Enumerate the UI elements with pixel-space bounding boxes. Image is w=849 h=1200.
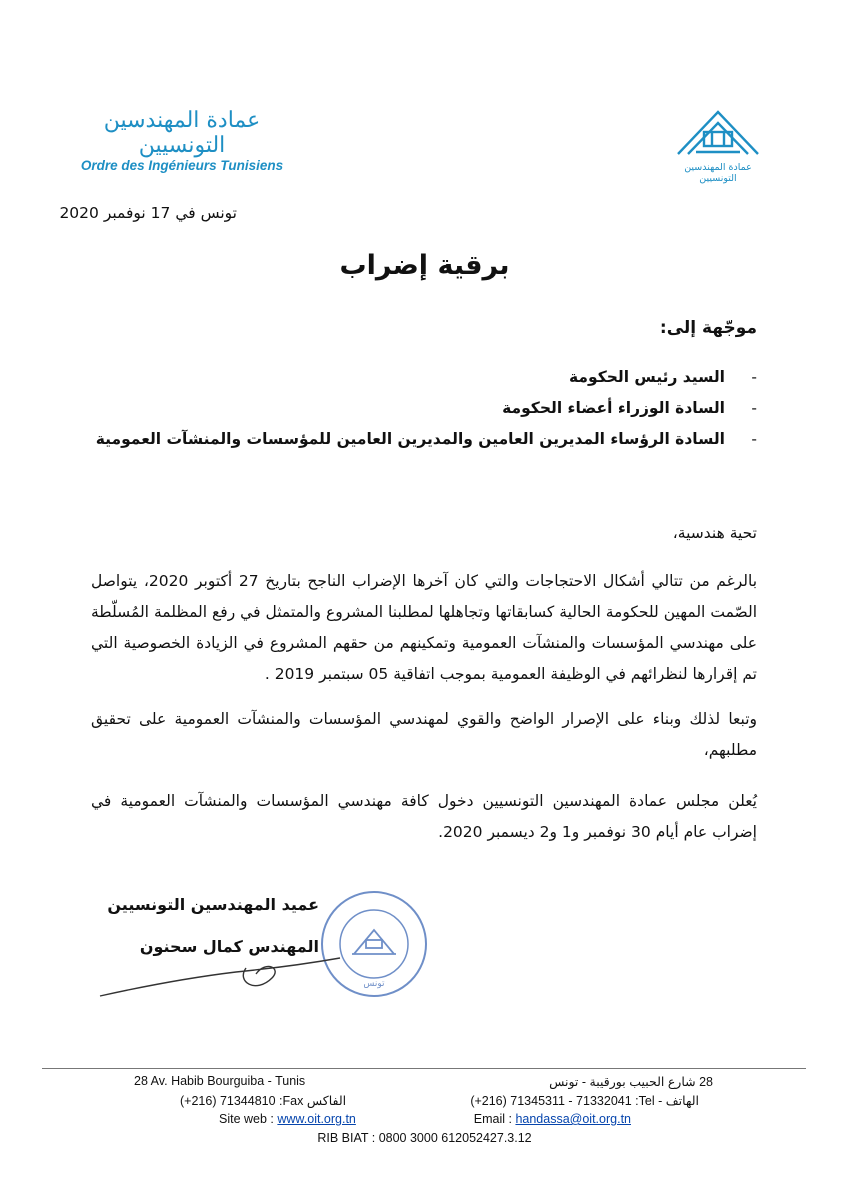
recipient-list xyxy=(77,362,757,455)
recipient-text: السيد رئيس الحكومة xyxy=(569,368,725,386)
emblem-caption: عمادة المهندسين التونسيين xyxy=(684,162,752,184)
letter-title: برقية إضراب xyxy=(339,250,510,281)
signature-title: عميد المهندسين التونسيين xyxy=(107,895,319,914)
addressed-to-label: موجّهة إلى: xyxy=(659,318,757,338)
list-item: - السادة الرؤساء المديرين العامين والمديرين العامين للمؤسسات والمنشآت العمومية xyxy=(95,430,757,448)
list-item: - السيد رئيس الحكومة xyxy=(569,368,757,386)
footer-email xyxy=(474,1112,631,1126)
body-paragraph: يُعلن مجلس عمادة المهندسين التونسيين دخول كافة مهندسي المؤسسات والمنشآت العمومية في إضراب عام أيام 30 نوفمبر و1 و2 ديسمبر 2020. xyxy=(91,792,757,841)
org-logo-text xyxy=(62,108,302,173)
org-emblem xyxy=(672,102,764,184)
footer-fax: (+216) 71344810 :Fax الفاكس xyxy=(180,1094,347,1108)
body-paragraph: بالرغم من تتالي أشكال الاحتجاجات والتي كان آخرها الإضراب الناجح بتاريخ 27 أكتوبر 2020، يتواصل الصّمت المهين للحكومة الحالية كسابقاتها وتجاهلها لمطلبنا المشروع والمتمثل في رفع المظلمة المُسلّطة على مهندسي المؤسسات والمنشآت العمومية وتمكينهم من حقهم المشروع في الزيادة الخصوصية التي تم إقرارها لنظرائهم في الوظيفة العمومية بموجب اتفاقية 05 سبتمبر 2019 . xyxy=(91,572,758,683)
footer-rib: RIB BIAT : 0800 3000 612052427.3.12 xyxy=(317,1131,532,1145)
footer-address-fr: 28 Av. Habib Bourguiba - Tunis xyxy=(134,1074,306,1088)
org-name-french: Ordre des Ingénieurs Tunisiens xyxy=(80,158,284,173)
stamp-city: تونس xyxy=(363,979,385,989)
list-item: - السادة الوزراء أعضاء الحكومة xyxy=(502,399,757,417)
footer-tel: (+216) 71345311 - 71332041 :Tel - الهاتف xyxy=(470,1094,699,1108)
greeting: تحية هندسية، xyxy=(672,524,757,542)
body-paragraph: وتبعا لذلك وبناء على الإصرار الواضح والقوي لمهندسي المؤسسات والمنشآت العمومية على تحقيق مطلبهم، xyxy=(91,710,757,759)
recipient-text: السادة الوزراء أعضاء الحكومة xyxy=(502,399,725,417)
handwritten-signature xyxy=(96,938,346,1018)
email-label: Email : xyxy=(473,1112,516,1126)
signature-name: المهندس كمال سحنون xyxy=(139,937,319,956)
footer-website xyxy=(219,1112,356,1126)
footer-divider xyxy=(42,1068,806,1069)
letter-date: تونس في 17 نوفمبر 2020 xyxy=(59,204,237,222)
email-link[interactable]: handassa@oit.org.tn xyxy=(515,1112,631,1126)
recipient-text: السادة الرؤساء المديرين العامين والمديرين العامين للمؤسسات والمنشآت العمومية xyxy=(95,430,725,448)
website-label: Site web : xyxy=(219,1112,278,1126)
emblem-icon xyxy=(672,102,764,160)
website-link[interactable]: www.oit.org.tn xyxy=(277,1112,356,1126)
footer-address-ar: 28 شارع الحبيب بورقيبة - تونس xyxy=(549,1075,713,1089)
org-name-arabic: عمادة المهندسين التونسيين xyxy=(103,108,261,158)
